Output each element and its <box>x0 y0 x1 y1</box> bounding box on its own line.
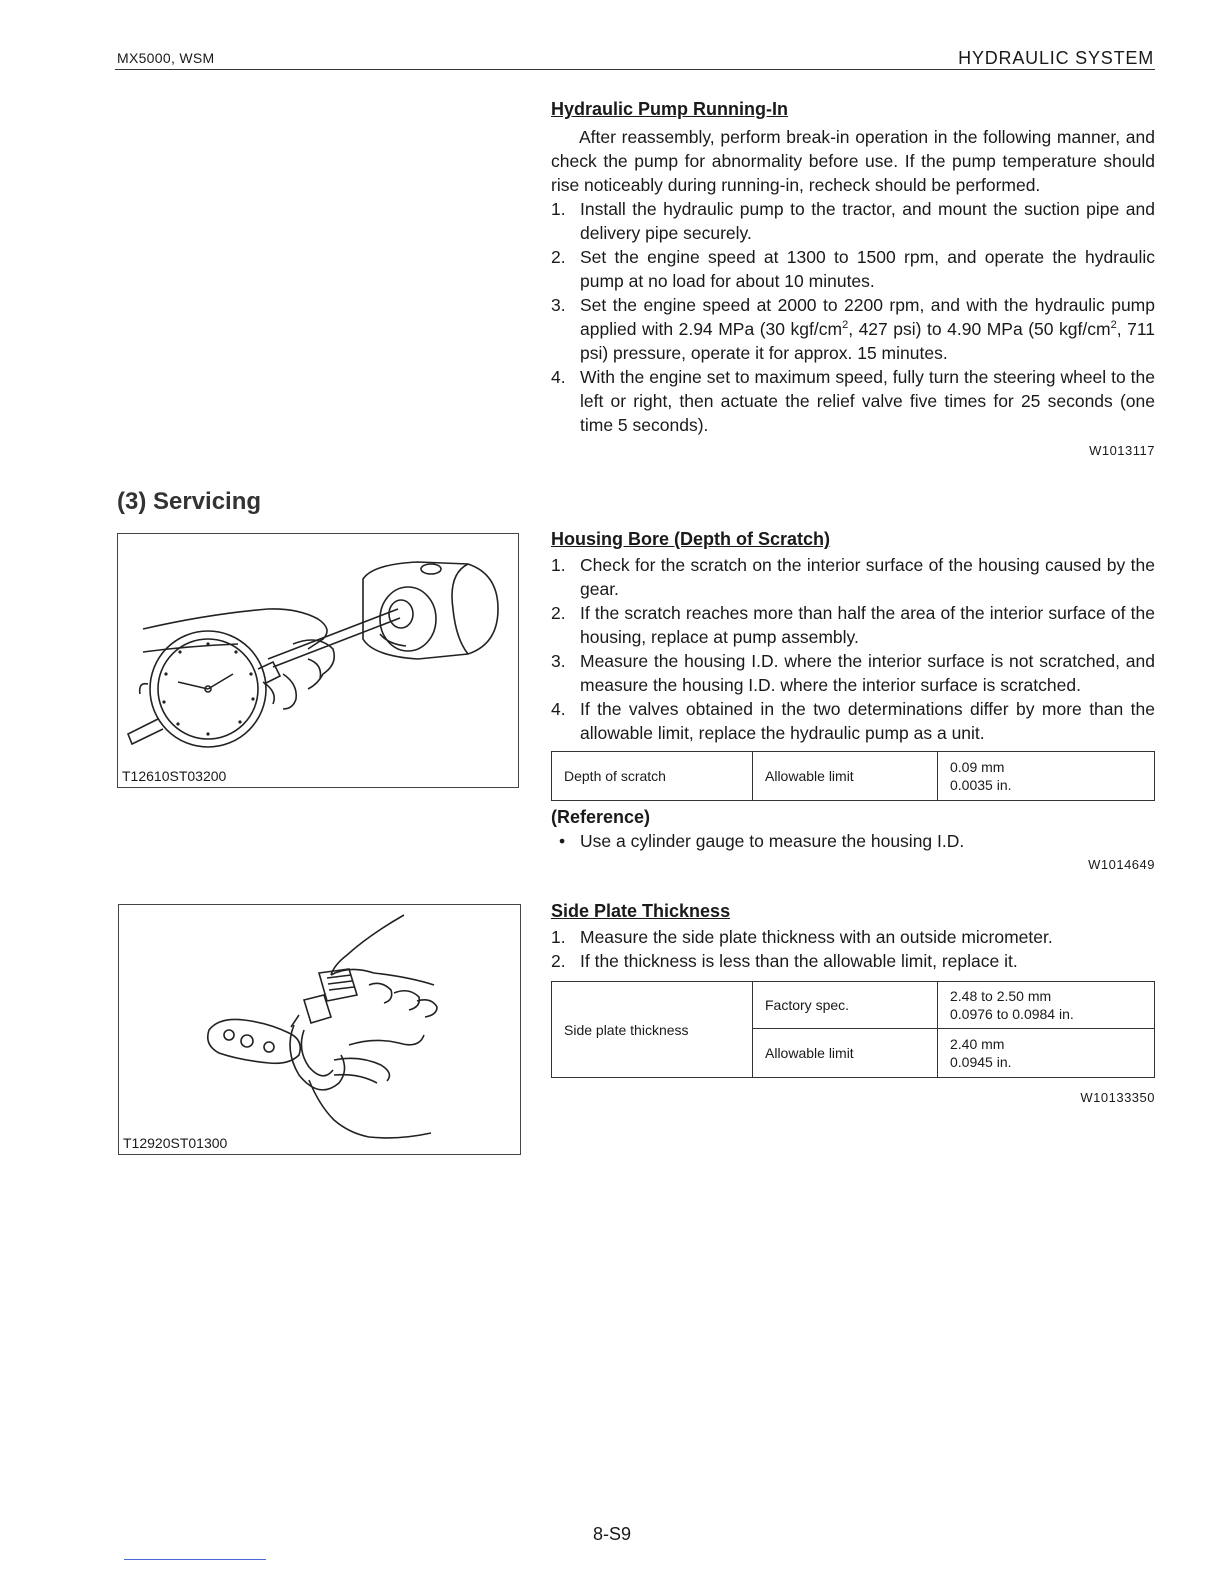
step-text: Measure the housing I.D. where the interior surface is not scratched, and measure the housing I.D. where the interior surface is scratched. <box>580 651 1155 695</box>
running-in-intro: After reassembly, perform break-in operation in the following manner, and check the pump for abnormality before use. If the pump temperature should rise noticeably during running-in, recheck should be performed. <box>551 127 1155 195</box>
step-text: Install the hydraulic pump to the tractor, and mount the suction pipe and delivery pipe securely. <box>580 199 1155 243</box>
list-item <box>551 553 1155 601</box>
table-cell: Factory spec. <box>753 982 938 1029</box>
reference-bullet-item <box>551 829 1155 853</box>
page-number: 8-S9 <box>592 1524 632 1544</box>
header-divider <box>115 69 1155 70</box>
value-mm: 2.48 to 2.50 mm <box>950 988 1052 1004</box>
figure-label: T12920ST01300 <box>123 1135 228 1151</box>
table-cell: Side plate thickness <box>552 982 753 1078</box>
step-text: , 711 psi) pressure, operate it for approx. 15 minutes. <box>580 319 1156 363</box>
running-in-code: W1013117 <box>1089 443 1155 458</box>
value-mm: 2.40 mm <box>950 1036 1005 1052</box>
list-item <box>551 697 1155 745</box>
housing-bore-code: W1014649 <box>1088 857 1155 872</box>
step-number: 1. <box>551 199 566 219</box>
header-document-id: MX5000, WSM <box>117 50 215 66</box>
value-in: 0.0035 in. <box>950 777 1012 793</box>
table-cell <box>938 1029 1155 1078</box>
table-row <box>552 752 1155 801</box>
running-in-steps <box>551 197 1155 437</box>
table-cell <box>938 752 1155 801</box>
step-text: If the valves obtained in the two determinations differ by more than the allowable limit, replace the hydraulic pump as a unit. <box>580 699 1155 743</box>
list-item <box>551 649 1155 697</box>
figure-label: T12610ST03200 <box>122 768 227 784</box>
table-cell: Allowable limit <box>753 752 938 801</box>
step-text: With the engine set to maximum speed, fully turn the steering wheel to the left or right, then actuate the relief valve five times for 25 seconds (one time 5 seconds). <box>580 367 1155 435</box>
bullet-icon: • <box>559 831 566 851</box>
side-plate-spec-table <box>551 981 1155 1078</box>
step-text: Measure the side plate thickness with an outside micrometer. <box>580 927 1053 947</box>
table-cell: Depth of scratch <box>552 752 753 801</box>
footer-link-line <box>124 1559 266 1560</box>
superscript: 2 <box>842 319 849 332</box>
step-number: 3. <box>551 651 566 671</box>
side-plate-section <box>551 899 1155 1110</box>
housing-bore-steps <box>551 553 1155 745</box>
figure-micrometer <box>118 904 521 1155</box>
step-number: 1. <box>551 927 566 947</box>
step-text: , 427 psi) to 4.90 MPa (50 kgf/cm <box>848 319 1111 339</box>
superscript: 2 <box>1110 319 1117 332</box>
step-number: 3. <box>551 295 566 315</box>
step-text: Set the engine speed at 2000 to 2200 rpm, and with the hydraulic pump applied with 2.94 MPa (30 kgf/cm <box>580 295 1155 339</box>
list-item <box>551 197 1155 245</box>
value-in: 0.0976 to 0.0984 in. <box>950 1006 1074 1022</box>
step-number: 2. <box>551 603 566 623</box>
list-item <box>551 925 1155 949</box>
scratch-spec-table <box>551 751 1155 801</box>
reference-text: Use a cylinder gauge to measure the housing I.D. <box>580 831 965 851</box>
micrometer-illustration-icon <box>119 905 520 1154</box>
running-in-title: Hydraulic Pump Running-In <box>551 99 788 119</box>
figure-cylinder-gauge <box>117 533 519 788</box>
step-text: Check for the scratch on the interior surface of the housing caused by the gear. <box>580 555 1155 599</box>
side-plate-code: W10133350 <box>1080 1090 1155 1105</box>
list-item <box>551 601 1155 649</box>
step-number: 2. <box>551 951 566 971</box>
step-text: If the thickness is less than the allowable limit, replace it. <box>580 951 1018 971</box>
step-number: 1. <box>551 555 566 575</box>
housing-bore-title: Housing Bore (Depth of Scratch) <box>551 529 831 549</box>
housing-bore-section <box>551 527 1155 877</box>
table-row <box>552 982 1155 1029</box>
step-text: Set the engine speed at 1300 to 1500 rpm, and operate the hydraulic pump at no load for about 10 minutes. <box>580 247 1155 291</box>
table-cell: Allowable limit <box>753 1029 938 1078</box>
servicing-heading: (3) Servicing <box>117 488 262 515</box>
cylinder-gauge-illustration-icon <box>118 534 518 787</box>
value-mm: 0.09 mm <box>950 759 1005 775</box>
header-section-title: HYDRAULIC SYSTEM <box>958 48 1154 68</box>
list-item <box>551 293 1155 365</box>
side-plate-steps <box>551 925 1155 973</box>
step-number: 4. <box>551 699 566 719</box>
table-cell <box>938 982 1155 1029</box>
list-item <box>551 949 1155 973</box>
running-in-section <box>551 97 1155 463</box>
list-item <box>551 365 1155 437</box>
step-number: 2. <box>551 247 566 267</box>
list-item <box>551 245 1155 293</box>
step-number: 4. <box>551 367 566 387</box>
side-plate-title: Side Plate Thickness <box>551 901 731 921</box>
step-text: If the scratch reaches more than half the area of the interior surface of the housing, replace at pump assembly. <box>580 603 1155 647</box>
reference-title: (Reference) <box>551 807 651 827</box>
value-in: 0.0945 in. <box>950 1054 1012 1070</box>
